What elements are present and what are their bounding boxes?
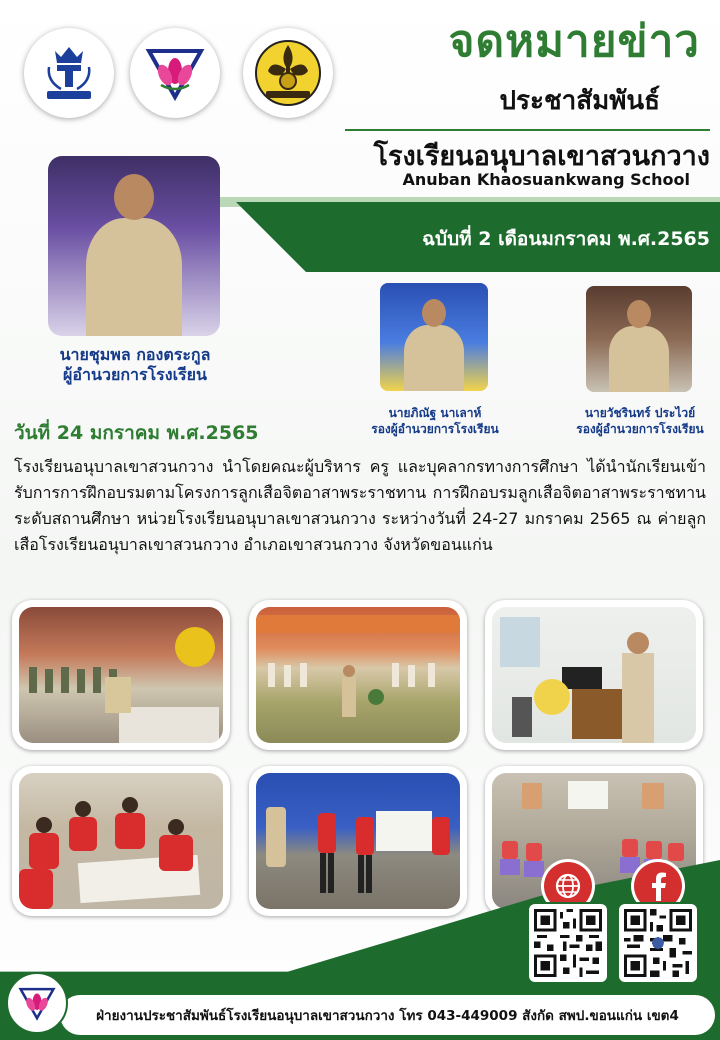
footer-bar xyxy=(60,995,715,1035)
deputy-1-photo xyxy=(380,283,488,391)
footer-contact-text: ฝ่ายงานประชาสัมพันธ์โรงเรียนอนุบาลเขาสวนกวาง โทร 043-449009 สังกัด สพป.ขอนแก่น เขต4 xyxy=(96,1008,679,1024)
director-name: นายชุมพล กองตระกูล xyxy=(59,345,211,364)
event-date: วันที่ 24 มกราคม พ.ศ.2565 xyxy=(14,422,259,444)
facebook-qr-code xyxy=(617,902,699,984)
newsletter-title: จดหมายข่าว xyxy=(448,16,700,67)
school-name-english: Anuban Khaosuankwang School xyxy=(402,170,690,189)
director-photo xyxy=(48,156,220,336)
deputy-1-caption xyxy=(350,405,520,437)
globe-icon xyxy=(553,871,583,901)
activity-photo-1 xyxy=(12,600,230,750)
deputy-2-role: รองผู้อำนวยการโรงเรียน xyxy=(576,422,704,436)
deputy-2-photo xyxy=(586,286,692,392)
qr-code-icon xyxy=(534,909,602,977)
deputy-2-caption xyxy=(560,405,720,437)
school-name-thai: โรงเรียนอนุบาลเขาสวนกวาง xyxy=(373,141,710,172)
newsletter-subtitle: ประชาสัมพันธ์ xyxy=(499,86,660,116)
anuban-school-logo xyxy=(130,28,220,118)
issue-label: ฉบับที่ 2 เดือนมกราคม พ.ศ.2565 xyxy=(422,228,710,250)
title-divider xyxy=(345,129,710,131)
director-caption xyxy=(30,345,240,385)
quality-school-logo xyxy=(24,28,114,118)
article-body: โรงเรียนอนุบาลเขาสวนกวาง นำโดยคณะผู้บริหาร ครู และบุคลากรทางการศึกษา ได้นำนักเรียนเข้ารับการการฝึกอบรมตามโครงการลูกเสือจิตอาสาพระราชทาน การฝึกอบรมลูกเสือจิตอาสาพระราชทาน ระดับสถานศึกษา หน่วยโรงเรียนอนุบาลเขาสวนกวาง ระหว่างวันที่ 24-27 มกราคม 2565 ณ ค่ายลูกเสือโรงเรียนอนุบาลเขาสวนกวาง อำเภอเขาสวนกวาง จังหวัดขอนแก่น xyxy=(14,457,706,554)
scout-logo xyxy=(243,28,333,118)
quality-school-emblem-icon xyxy=(33,37,105,109)
deputy-2-name: นายวัชรินทร์ ประไวย์ xyxy=(584,406,696,420)
facebook-icon xyxy=(645,871,671,901)
footer-school-logo xyxy=(6,972,68,1034)
activity-photo-4 xyxy=(12,766,230,916)
lotus-emblem-icon xyxy=(137,35,213,111)
website-qr-code xyxy=(527,902,609,984)
activity-photo-5 xyxy=(249,766,467,916)
director-figure xyxy=(86,218,182,336)
qr-code-icon xyxy=(624,909,692,977)
deputy-1-name: นายภิณัฐ นาเลาห์ xyxy=(388,406,482,420)
director-role: ผู้อำนวยการโรงเรียน xyxy=(63,365,207,384)
deputy-1-role: รองผู้อำนวยการโรงเรียน xyxy=(371,422,499,436)
activity-photo-2 xyxy=(249,600,467,750)
lotus-emblem-icon xyxy=(13,979,61,1027)
activity-photo-3 xyxy=(485,600,703,750)
scout-fleur-icon xyxy=(252,37,324,109)
